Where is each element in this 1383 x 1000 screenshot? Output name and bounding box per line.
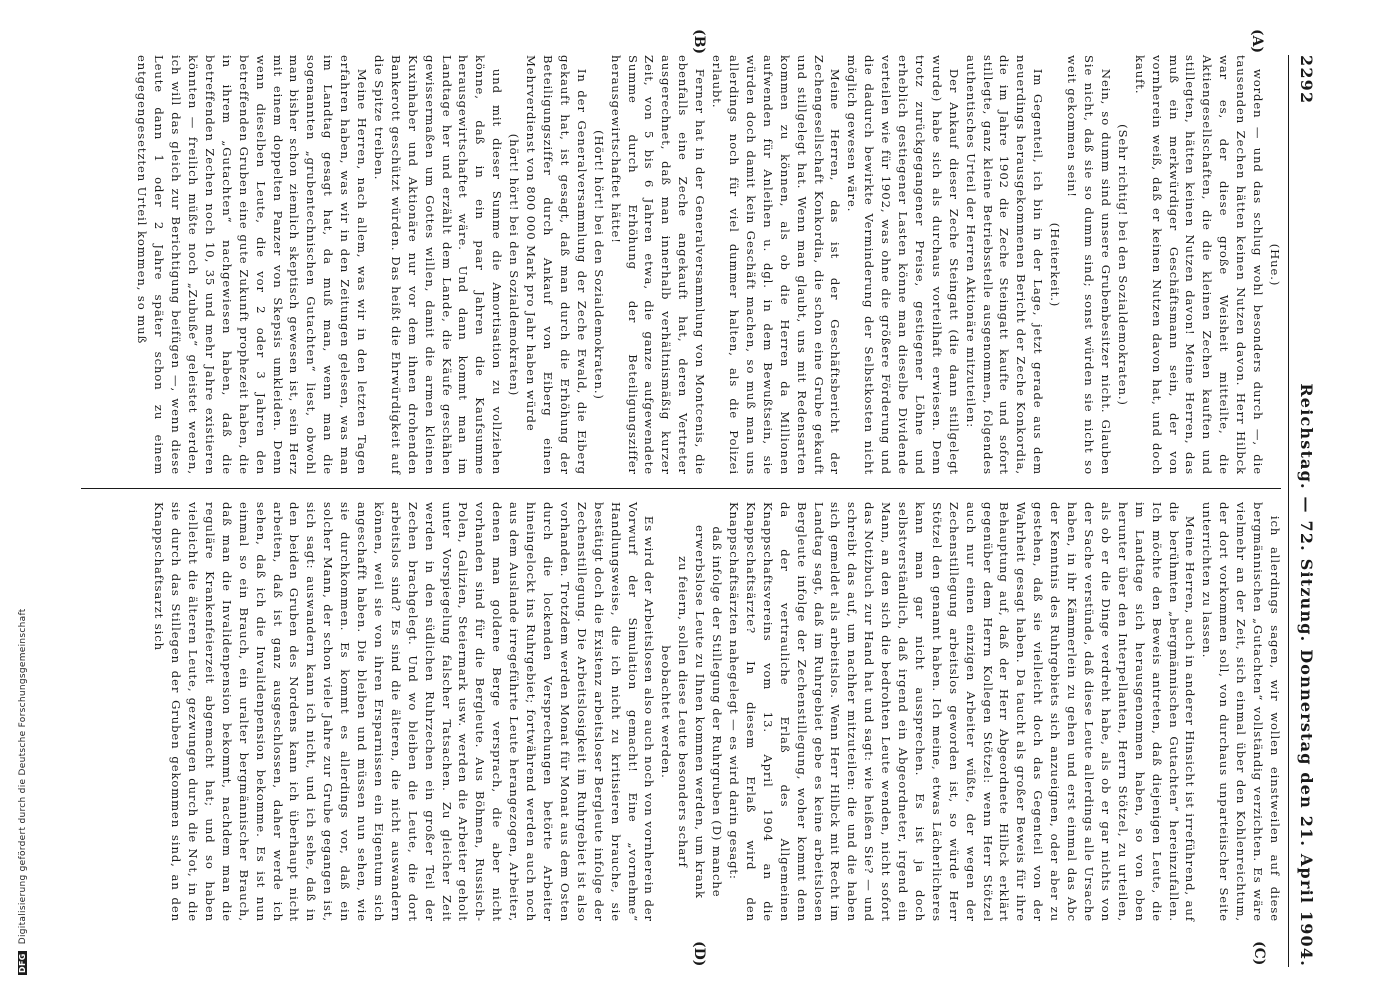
- margin-label-d: (D): [691, 941, 707, 967]
- interjection: (Heiterkeit.): [1048, 222, 1063, 308]
- dfg-logo: DFG: [18, 953, 27, 973]
- left-column: [133, 55, 1283, 475]
- digitization-credit: [18, 608, 28, 975]
- rotated-page: [65, 29, 1325, 967]
- paragraph: ich allerdings sagen, wir wollen einstweilen auf diese bergmännischen „Gutachten“ vollständig verzichten. Es wäre vielmehr an der Zeit, sich einmal über den Kohlenreichtum, der dort vorkommen soll, von durchaus unparteiischer Seite unterrichten zu lassen.: [1200, 502, 1282, 922]
- paragraph: worden — und das schlug wohl besonders durch —, die tausenden Zechen hätten keinen Nutzen davon. Herr Hilbck war es, der diese große Weisheit mitteilte, die Aktiengesellschaften, die die kleinen Zechen kauften und stillegten, hätten keinen Nutzen davon! Meine Herren, das muß ein merkwürdiger Geschäftsmann sein, der von vornherein weiß, daß er keinen Nutzen davon hat, und doch kauft.: [1132, 55, 1266, 475]
- paragraph: Meine Herren, nach allem, was wir in den letzten Tagen erfahren haben, was wir in den Zeitungen gelesen, was man im Landtag gesagt hat, da muß man, wenn man die sogenannten „grubentechnischen Gutachten“ liest, obwohl man bisher schon ziemlich skeptisch gewesen ist, sein Herz mit einem doppelten Panzer von Skepsis umkleiden. Denn wenn dieselben Leute, die vor 2 oder 3 Jahren den betreffenden Gruben eine gute Zukunft prophezeit haben, die in ihrem „Gutachten“ nachgewiesen haben, daß die betreffenden Zechen noch 10, 35 und mehr Jahre existieren könnten — freilich müßte noch „Zubuße“ geleistet werden, ich will das gleich zur Berichtigung beifügen —, wenn diese Leute dann 1 oder 2 Jahre später schon zu einem entgegengesetzten Urteil kommen, so muß: [135, 55, 370, 475]
- running-title: Reichstag. — 72. Sitzung. Donnerstag den 21. April 1904.: [1297, 383, 1317, 967]
- paragraph: Ferner hat in der Generalversammlung von Montcenis, die ebenfalls eine Zeche angekauft hat, deren Vertreter ausgerechnet, daß man innerhalb verhältnismäßig kurzer Zeit, von 5 bis 6 Jahren etwa, die ganze aufgewendete Summe durch Erhöhung der Beteiligungsziffer herausgewirtschaftet hätte!: [608, 55, 708, 475]
- paragraph: Meine Herren, auch in anderer Hinsicht ist irreführend, auf die berühmten „bergmännischen Gutachten“ hereinzufallen. Ich möchte den Beweis antreten, daß diejenigen Leute, die im Landtage sich herausgenommen haben, so von oben herunter über den Interpellanten, Herrn Stötzel, zu urteilen, als ob er die Dinge verdreht habe, als ob er gar nichts von der Sache verstünde, daß diese Leute allerdings alle Ursache haben, in ihr Kämmerlein zu gehen und erst einmal das Abc der Kenntnis des Ruhrgebiets sich anzueignen, oder aber zu gestehen, daß sie vielleicht doch das Gegenteil von der Wahrheit gesagt haben. Da taucht als großer Beweis für ihre Behauptung auf, daß der Herr Abgeordnete Hilbck erklärt gegenüber dem Herrn Kollegen Stötzel: wenn Herr Stötzel auch nur einen einzigen Arbeiter wüßte, der wegen der Zechenstillegung arbeitslos geworden ist, so würde Herr Stötzel den genannt haben. Ich meine, etwas Lächerlicheres kann man gar nicht aussprechen. Es ist ja doch selbstverständlich, daß irgend ein Abgeordneter, irgend ein Mann, an den sich die bedrohten Leute wenden, nicht sofort das Notizbuch zur Hand hat und sagt: wie heißen Sie? — und schreibt das auf, um nachher mitzuteilen: die und die haben sich gemeldet als arbeitslos. Wenn Herr Hilbck mit Recht im Landtag sagt, daß im Ruhrgebiet gebe es keine arbeitslosen Bergleute infolge der Zechenstillegung, woher kommt denn da der vertrauliche Erlaß des Allgemeinen Knappschaftsvereins vom 13. April 1904 an die Knappschaftsärzte? In diesem Erlaß wird den Knappschaftsärzten nahegelegt — es wird darin gesagt:: [727, 502, 1198, 922]
- column-divider: [81, 488, 1281, 489]
- margin-label-c: (C): [1251, 941, 1267, 966]
- paragraph: Nein, so dumm sind unsere Grubenbesitzer nicht. Glauben Sie nicht, daß sie so dumm sind; sonst würden sie nicht so weit gekommen sein!: [1065, 55, 1113, 475]
- page-number: 2292: [1297, 55, 1317, 105]
- interjection: (Sehr richtig! bei den Sozialdemokraten.): [1115, 124, 1130, 406]
- right-column: [150, 502, 1283, 922]
- interjection: (Hört! hört! bei den Sozialdemokraten.): [591, 130, 606, 400]
- quoted-decree: daß infolge der Stillegung der Ruhrgruben (D) manche erwerbslose Leute zu Ihnen kommen werden, um krank zu feiern, sollen diese Leute besonders scharf beobachtet werden.: [659, 525, 725, 899]
- paragraph: und mit dieser Summe die Amortisation zu vollziehen könne, daß in ein paar Jahren die Kaufsumme herausgewirtschaftet wäre. Und dann kommt man im Landtage her und erzählt dem Lande, die Käufe geschähen gewissermaßen um Gottes willen, damit die armen kleinen Kuxinhaber und Aktionäre nur vor dem ihnen drohenden Bankerott geschützt würden. Das heißt die Ehrwürdigkeit auf die Spitze treiben.: [371, 55, 505, 475]
- paragraph: Der Ankauf dieser Zeche Steingatt (die dann stillgelegt wurde) habe sich als durchaus vorteilhaft erwiesen. Denn trotz zurückgegangener Preise, gestiegener Löhne und erheblich gestiegener Lasten könne man dieselbe Dividende verteilen wie für 1902, was ohne die größere Förderung und die dadurch bewirkte Verminderung der Selbstkosten nicht möglich gewesen wäre.: [845, 55, 961, 475]
- interjection: (hört! hört! bei den Sozialdemokraten): [507, 133, 522, 397]
- paragraph: Im Gegenteil, ich bin in der Lage, jetzt gerade aus dem neuerdings herausgekommenen Bericht der Zeche Konkordia, die im Jahre 1902 die Zeche Steingatt kaufte und sofort stillegte, ganz kleine Betriebsstelle ausgenommen, folgendes authentisches Urteil der Herren Aktionäre mitzuteilen:: [963, 55, 1046, 475]
- paragraph: Meine Herren, das ist der Geschäftsbericht der Zechengesellschaft Konkordia, die schon eine Grube gekauft und stillgelegt hat. Wenn man glaubt, uns mit Redensarten kommen zu können, als ob die Herren da Millionen aufwenden für Anleihen u. dgl. in dem Bewußtsein, sie würden doch damit kein Geschäft machen, so muß man uns allerdings noch für viel dummer halten, als die Polizei erlaubt.: [710, 55, 843, 475]
- speaker-label: (Hue.): [1268, 243, 1282, 287]
- margin-label-a: (A): [1249, 29, 1265, 54]
- credit-text: Digitalisierung gefördert durch die Deutsche Forschungsgemeinschaft: [18, 608, 28, 945]
- paragraph: In der Generalversammlung der Zeche Ewald, die Eiberg gekauft hat, ist gesagt, daß man durch die Erhöhung der Beteiligungsziffer durch Ankauf von Eiberg einen Mehrverdienst von 800 000 Mark pro Jahr haben würde: [524, 55, 589, 475]
- page-header: [1288, 55, 1325, 967]
- margin-label-b: (B): [691, 29, 707, 55]
- paragraph: Es wird der Arbeitslosen also auch noch von vornherein der Vorwurf der Simulation gemacht! Eine „vornehme“ Handlungsweise, die ich nicht zu kritisieren brauche, sie bestätigt doch die Existenz arbeitsloser Bergleute infolge der Zechenstillegung. Die Arbeitslosigkeit im Ruhrgebiet ist also vorhanden. Trotzdem werden Monat für Monat aus dem Osten durch die lockenden Versprechungen betörte Arbeiter hineingelockt ins Ruhrgebiet; fortwährend werden auch noch aus dem Auslande irregeführte Leute herangezogen, Arbeiter, denen man goldene Berge versprach, die aber nicht vorhanden sind für die Bergleute. Aus Böhmen, Russisch-Polen, Galizien, Steiermark usw. werden die Arbeiter geholt unter Vorspiegelung falscher Tatsachen. Zu gleicher Zeit werden in den südlichen Ruhrzechen ein großer Teil der Zechen brachgelegt. Und wo bleiben die Leute, die dort arbeitslos sind? Es sind die älteren, die nicht auswandern können, weil sie von ihren Ersparnissen ein Eigentum sich angeschafft haben. Die bleiben und müssen nun sehen, wie sie durchkommen. Es kommt es allerdings vor, daß ein solcher Mann, der schon viele Jahre zur Grube gegangen ist, sich sagt: auswandern kann ich nicht, und ich sehe, daß in den beiden Gruben des Nordens kann ich überhaupt nicht arbeiten, daß ist ganz ausgeschlossen, daher werde ich sehen, daß ich die Invalidenpension bekomme. Es ist nun einmal so ein Brauch, ein uralter bergmännischer Brauch, daß man die Invalidenpension bekommt, nachdem man die reguläre Krankenfeierzeit abgemacht hat; und so haben vielleicht die älteren Leute, gezwungen durch die Not, in die sie durch das Stillegen der Gruben gekommen sind, an den Knappschaftsarzt sich: [152, 502, 657, 922]
